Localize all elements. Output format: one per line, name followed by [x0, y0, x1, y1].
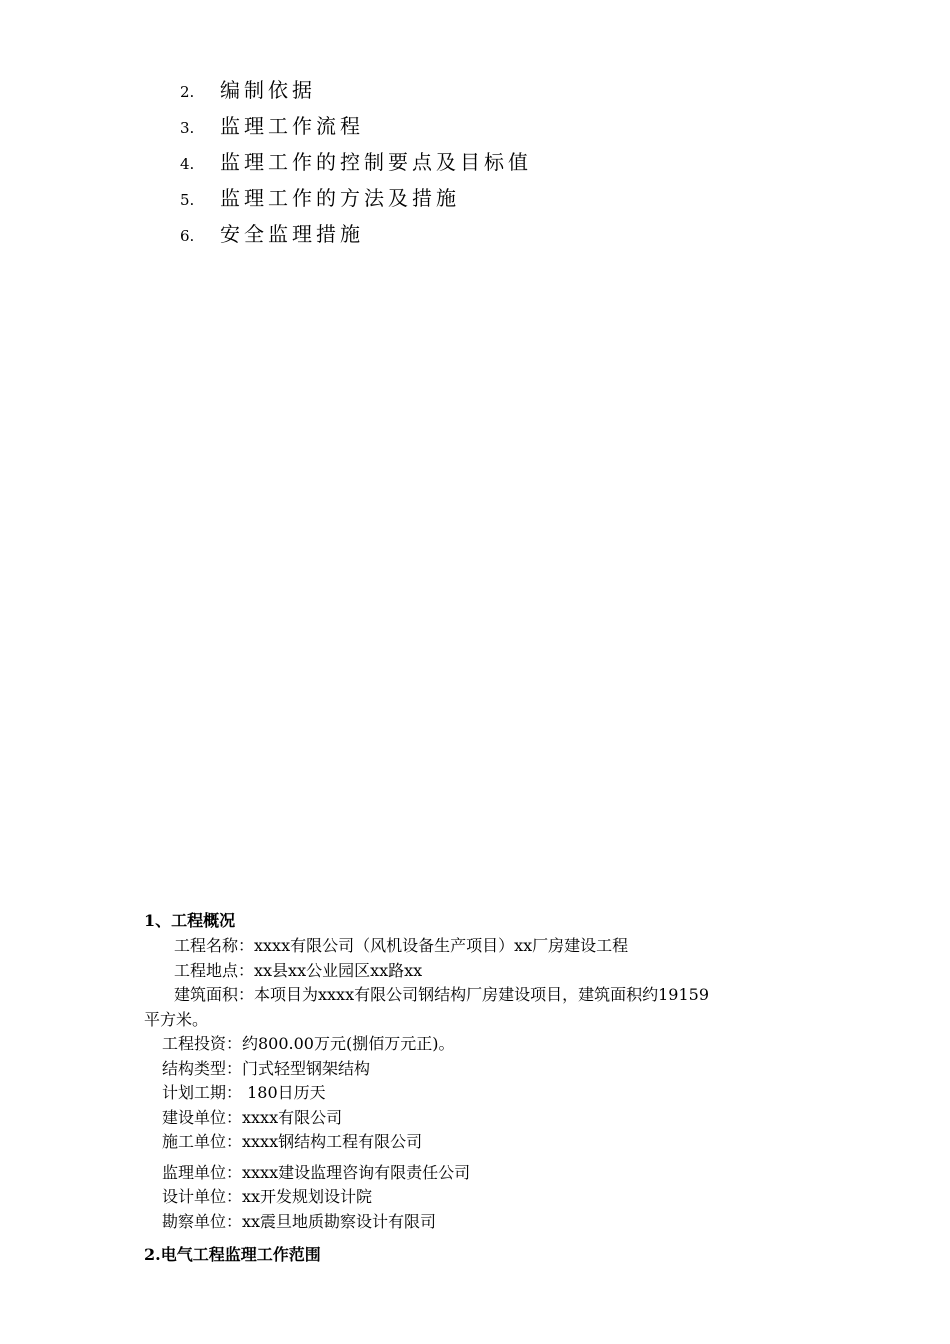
project-investment-line: 工程投资：约800.00万元(捌佰万元正)。 — [162, 1034, 455, 1053]
surveyor-unit-line: 勘察单位：xx震旦地质勘察设计有限司 — [162, 1211, 437, 1231]
supervisor-unit-line: 监理单位：xxxx建设监理咨询有限责任公司 — [162, 1162, 471, 1182]
toc-item-control-points — [180, 144, 532, 180]
section-heading-overview: 1、工程概况 — [144, 911, 236, 930]
toc-item-text: 安全监理措施 — [220, 222, 364, 246]
toc-item-basis — [180, 72, 532, 108]
designer-unit-line: 设计单位：xx开发规划设计院 — [162, 1187, 373, 1206]
toc-item-safety — [180, 216, 532, 252]
toc-item-number: 4. — [180, 155, 195, 173]
toc-item-number: 5. — [180, 191, 195, 209]
toc-item-workflow — [180, 108, 532, 144]
table-of-contents — [180, 72, 532, 252]
project-overview — [144, 934, 824, 1234]
owner-unit-line: 建设单位：xxxx有限公司 — [162, 1107, 343, 1127]
project-area-line: 建筑面积：本项目为xxxx有限公司钢结构厂房建设项目，建筑面积约19159 — [174, 985, 709, 1004]
structure-type-line: 结构类型：门式轻型钢架结构 — [162, 1058, 371, 1078]
toc-item-methods — [180, 180, 532, 216]
toc-item-text: 监理工作流程 — [220, 114, 364, 138]
contractor-unit-line: 施工单位：xxxx钢结构工程有限公司 — [162, 1132, 423, 1151]
planned-duration-line: 计划工期： 180日历天 — [162, 1083, 326, 1102]
project-name-line: 工程名称：xxxx有限公司（风机设备生产项目）xx厂房建设工程 — [174, 936, 629, 955]
toc-item-number: 2. — [180, 83, 195, 101]
project-location-line: 工程地点：xx县xx公业园区xx路xx — [174, 960, 423, 980]
toc-item-text: 监理工作的控制要点及目标值 — [220, 150, 532, 174]
toc-item-text: 监理工作的方法及措施 — [220, 186, 460, 210]
section-heading-electrical-scope: 2.电气工程监理工作范围 — [144, 1245, 321, 1264]
project-area-continuation: 平方米。 — [144, 1009, 209, 1029]
toc-item-number: 6. — [180, 227, 195, 245]
toc-item-text: 编制依据 — [220, 78, 316, 102]
toc-item-number: 3. — [180, 119, 195, 137]
